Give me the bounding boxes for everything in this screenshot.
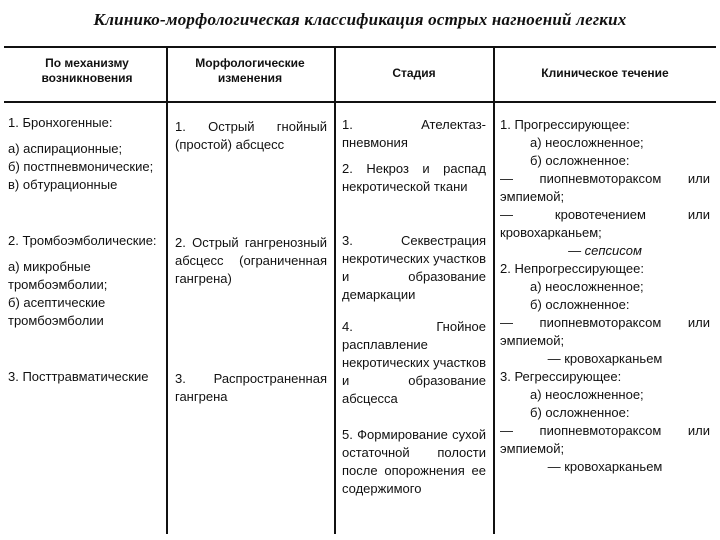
mechanism-group-1: [8, 114, 158, 194]
header-mechanism: По механизму возникновения: [41, 56, 133, 85]
header-bottom-rule: [4, 101, 716, 103]
list-item: 2. Тромбоэмболические:: [8, 233, 157, 248]
table-top-rule: [4, 46, 716, 48]
list-item: — пиопневмотораксом или эмпиемой;: [500, 423, 710, 456]
list-item: б) осложненное:: [530, 153, 630, 168]
clinical-course: [500, 116, 710, 476]
mechanism-group-2: [8, 232, 158, 330]
list-item: б) постпневмонические;: [8, 159, 154, 174]
list-item: — сепсисом: [568, 243, 642, 258]
document-title: Клинико-морфологическая классификация острых нагноений легких: [93, 10, 627, 29]
header-clinical: Клиническое течение: [541, 66, 669, 80]
morphology-item-1: 1. Острый гнойный (простой) абсцесс: [175, 119, 327, 152]
morphology-item-2: 2. Острый гангренозный абсцесс (ограниченная гангрена): [175, 235, 327, 286]
header-stage: Стадия: [392, 66, 436, 80]
column-divider: [334, 46, 336, 534]
list-item: б) осложненное:: [530, 297, 630, 312]
list-item: а) аспирационные;: [8, 141, 123, 156]
list-item: а) неосложненное;: [530, 387, 644, 402]
list-item: 3. Регрессирующее:: [500, 369, 622, 384]
list-item: 3. Посттравматические: [8, 369, 149, 384]
stage-item-2: 2. Некроз и распад некротической ткани: [342, 161, 486, 194]
stage-item-1: 1. Ателектаз-пневмония: [342, 117, 486, 150]
header-morphology: Морфологические изменения: [195, 56, 305, 85]
list-item: — кровохарканьем: [547, 351, 663, 366]
list-item: 1. Бронхогенные:: [8, 115, 113, 130]
column-divider: [493, 46, 495, 534]
column-divider: [166, 46, 168, 534]
list-item: б) асептические тромбоэмболии: [8, 295, 106, 328]
list-item: в) обтурационные: [8, 177, 118, 192]
list-item: — пиопневмотораксом или эмпиемой;: [500, 171, 710, 204]
stage-item-4: 4. Гнойное расплавление некротических участков и образование абсцесса: [342, 319, 486, 406]
list-item: б) осложненное:: [530, 405, 630, 420]
mechanism-group-3: [8, 368, 158, 386]
stage-item-5: 5. Формирование сухой остаточной полости после опорожнения ее содержимого: [342, 427, 486, 496]
list-item: а) неосложненное;: [530, 279, 644, 294]
list-item: 2. Непрогрессирующее:: [500, 261, 644, 276]
list-item: — пиопневмотораксом или эмпиемой;: [500, 315, 710, 348]
list-item: а) неосложненное;: [530, 135, 644, 150]
list-item: — кровохарканьем: [547, 459, 663, 474]
list-item: — кровотечением или кровохарканьем;: [500, 207, 710, 240]
stage-item-3: 3. Секвестрация некротических участков и образование демаркации: [342, 233, 486, 302]
list-item: 1. Прогрессирующее:: [500, 117, 630, 132]
list-item: а) микробные тромбоэмболии;: [8, 259, 108, 292]
morphology-item-3: 3. Распространенная гангрена: [175, 371, 327, 404]
